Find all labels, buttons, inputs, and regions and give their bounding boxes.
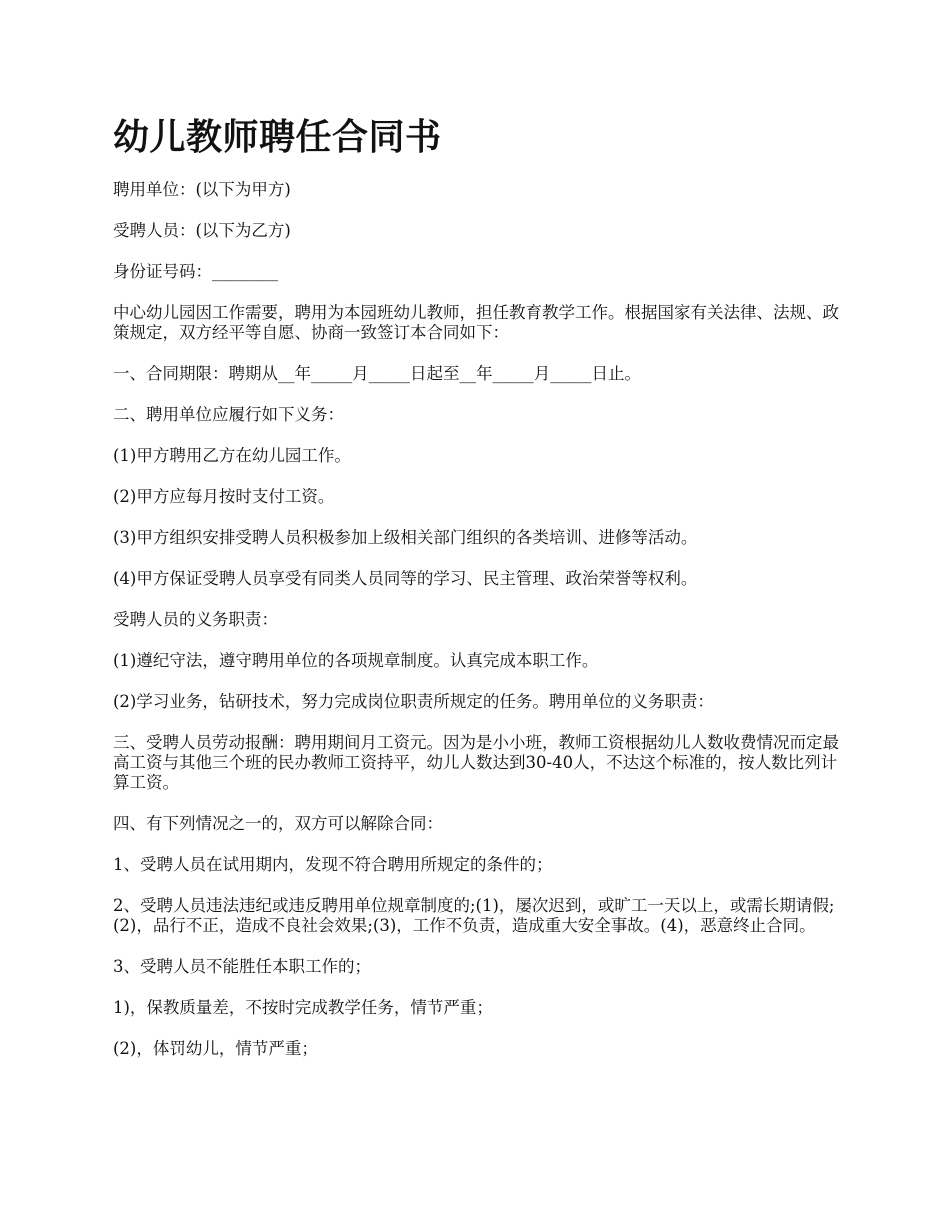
paragraph-employer: 聘用单位：(以下为甲方) (113, 180, 291, 199)
paragraph-employee: 受聘人员：(以下为乙方) (113, 221, 291, 240)
document-page (113, 112, 853, 1080)
paragraph-termination-2: 2、受聘人员违法违纪或违反聘用单位规章制度的;(1)，屡次迟到，或旷工一天以上，或需长期请假;(2)，品行不正，造成不良社会效果;(3)，工作不负责，造成重大安全事故。(4)，恶意终止合同。 (113, 896, 835, 935)
paragraph-termination-1: 1、受聘人员在试用期内，发现不符合聘用所规定的条件的； (113, 855, 553, 874)
paragraph-termination-3-1: 1)，保教质量差，不按时完成教学任务，情节严重； (113, 998, 493, 1017)
paragraph-preamble: 中心幼儿园因工作需要，聘用为本园班幼儿教师，担任教育教学工作。根据国家有关法律、法规、政策规定，双方经平等自愿、协商一致签订本合同如下： (113, 303, 839, 342)
paragraph-employer-duty-2: (2)甲方应每月按时支付工资。 (113, 487, 335, 506)
document-title: 幼儿教师聘任合同书 (113, 116, 442, 158)
paragraph-employer-duty-4: (4)甲方保证受聘人员享受有同类人员同等的学习、民主管理、政治荣誉等权利。 (113, 569, 698, 588)
paragraph-termination-3: 3、受聘人员不能胜任本职工作的； (113, 957, 371, 976)
paragraph-employee-duty-2: (2)学习业务，钻研技术，努力完成岗位职责所规定的任务。聘用单位的义务职责： (113, 692, 714, 711)
paragraph-employer-duty-3: (3)甲方组织安排受聘人员积极参加上级相关部门组织的各类培训、进修等活动。 (113, 528, 698, 547)
paragraph-remuneration: 三、受聘人员劳动报酬：聘用期间月工资元。因为是小小班，教师工资根据幼儿人数收费情况而定最高工资与其他三个班的民办教师工资持平，幼儿人数达到30-40人，不达这个标准的，按人数比列计算工资。 (113, 733, 839, 792)
paragraph-contract-term: 一、合同期限：聘期从__年_____月_____日起至__年_____月_____日止。 (113, 364, 641, 383)
paragraph-employee-duties-heading: 受聘人员的义务职责： (113, 610, 278, 629)
paragraph-employer-duties-heading: 二、聘用单位应履行如下义务： (113, 405, 344, 424)
paragraph-employer-duty-1: (1)甲方聘用乙方在幼儿园工作。 (113, 446, 351, 465)
paragraph-termination-3-2: (2)，体罚幼儿，情节严重； (113, 1039, 318, 1058)
paragraph-employee-duty-1: (1)遵纪守法，遵守聘用单位的各项规章制度。认真完成本职工作。 (113, 651, 599, 670)
paragraph-id-number: 身份证号码：________ (113, 262, 278, 281)
paragraph-termination-heading: 四、有下列情况之一的，双方可以解除合同： (113, 814, 443, 833)
